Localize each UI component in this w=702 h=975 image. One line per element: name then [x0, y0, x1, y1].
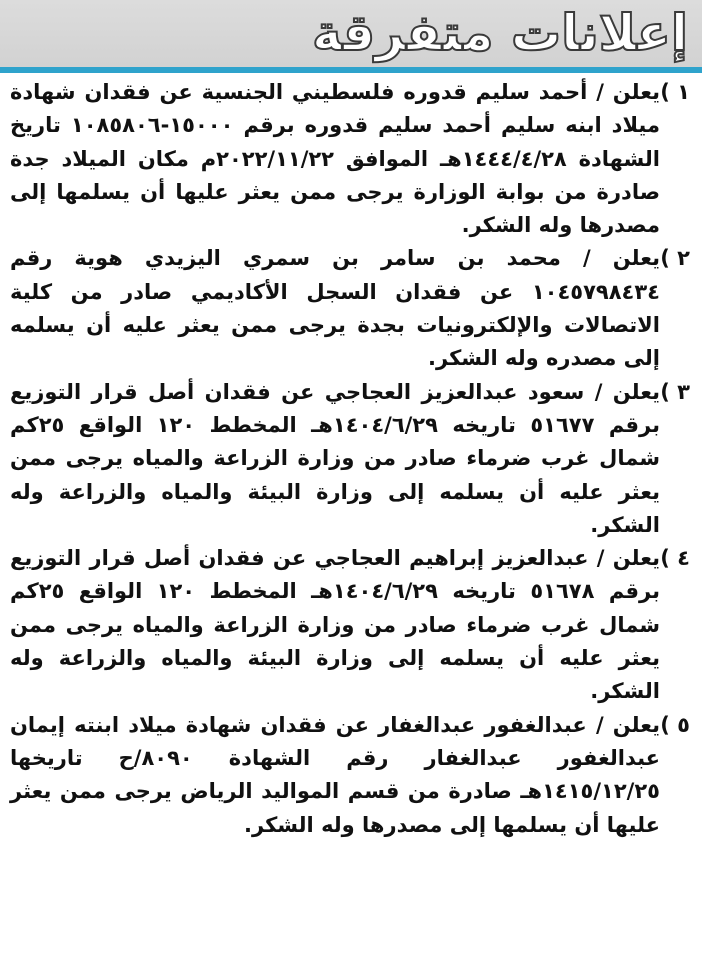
ad-number: ٣ )	[660, 379, 690, 404]
classified-ad-5	[10, 709, 690, 842]
section-header	[0, 0, 702, 67]
classified-ads-list	[10, 76, 690, 842]
ad-text: يعلن / محمد بن سامر بن سمري اليزيدي هوية رقم ١٠٤٥٧٩٨٤٣٤ عن فقدان السجل الأكاديمي صادر من كلية الاتصالات والإلكترونيات بجدة يرجى ممن يعثر عليه أن يسلمه إلى مصدره وله الشكر.	[10, 246, 660, 371]
ad-number: ٤ )	[660, 546, 690, 571]
ad-text: يعلن / أحمد سليم قدوره فلسطيني الجنسية عن فقدان شهادة ميلاد ابنه سليم أحمد سليم قدوره برقم ١٥٠٠٠-١٠٨٥٨٠٦ تاريخ الشهادة ١٤٤٤/٤/٢٨هـ الموافق ٢٠٢٢/١١/٢٢م مكان الميلاد جدة صادرة من بوابة الوزارة يرجى ممن يعثر عليها أن يسلمها إلى مصدرها وله الشكر.	[10, 80, 660, 238]
section-title: إعلانات متفرقة	[312, 4, 688, 62]
ad-text: يعلن / سعود عبدالعزيز العجاجي عن فقدان أصل قرار التوزيع برقم ٥١٦٧٧ تاريخه ١٤٠٤/٦/٢٩هـ المخطط ١٢٠ الواقع ٢٥كم شمال غرب ضرماء صادر من وزارة الزراعة والمياه يرجى ممن يعثر عليه أن يسلمه إلى وزارة البيئة والمياه والزراعة وله الشكر.	[10, 379, 660, 537]
ad-number: ٢ )	[660, 246, 690, 271]
classified-ad-2	[10, 242, 690, 375]
classified-ad-4	[10, 542, 690, 708]
ad-number: ١ )	[660, 80, 690, 104]
ad-number: ٥ )	[660, 712, 690, 737]
ad-text: يعلن / عبدالغفور عبدالغفار عن فقدان شهادة ميلاد ابنته إيمان عبدالغفور عبدالغفار رقم الشهادة ٨٠٩٠/ح تاريخها ١٤١٥/١٢/٢٥هـ صادرة من قسم المواليد الرياض يرجى ممن يعثر عليها أن يسلمها إلى مصدرها وله الشكر.	[10, 712, 660, 837]
classified-ad-3	[10, 376, 690, 542]
classified-ad-1	[10, 76, 690, 242]
header-divider	[0, 67, 702, 73]
ad-text: يعلن / عبدالعزيز إبراهيم العجاجي عن فقدان أصل قرار التوزيع برقم ٥١٦٧٨ تاريخه ١٤٠٤/٦/٢٩هـ المخطط ١٢٠ الواقع ٢٥كم شمال غرب ضرماء صادر من وزارة الزراعة والمياه يرجى ممن يعثر عليه أن يسلمه إلى وزارة البيئة والمياه والزراعة وله الشكر.	[10, 546, 660, 704]
